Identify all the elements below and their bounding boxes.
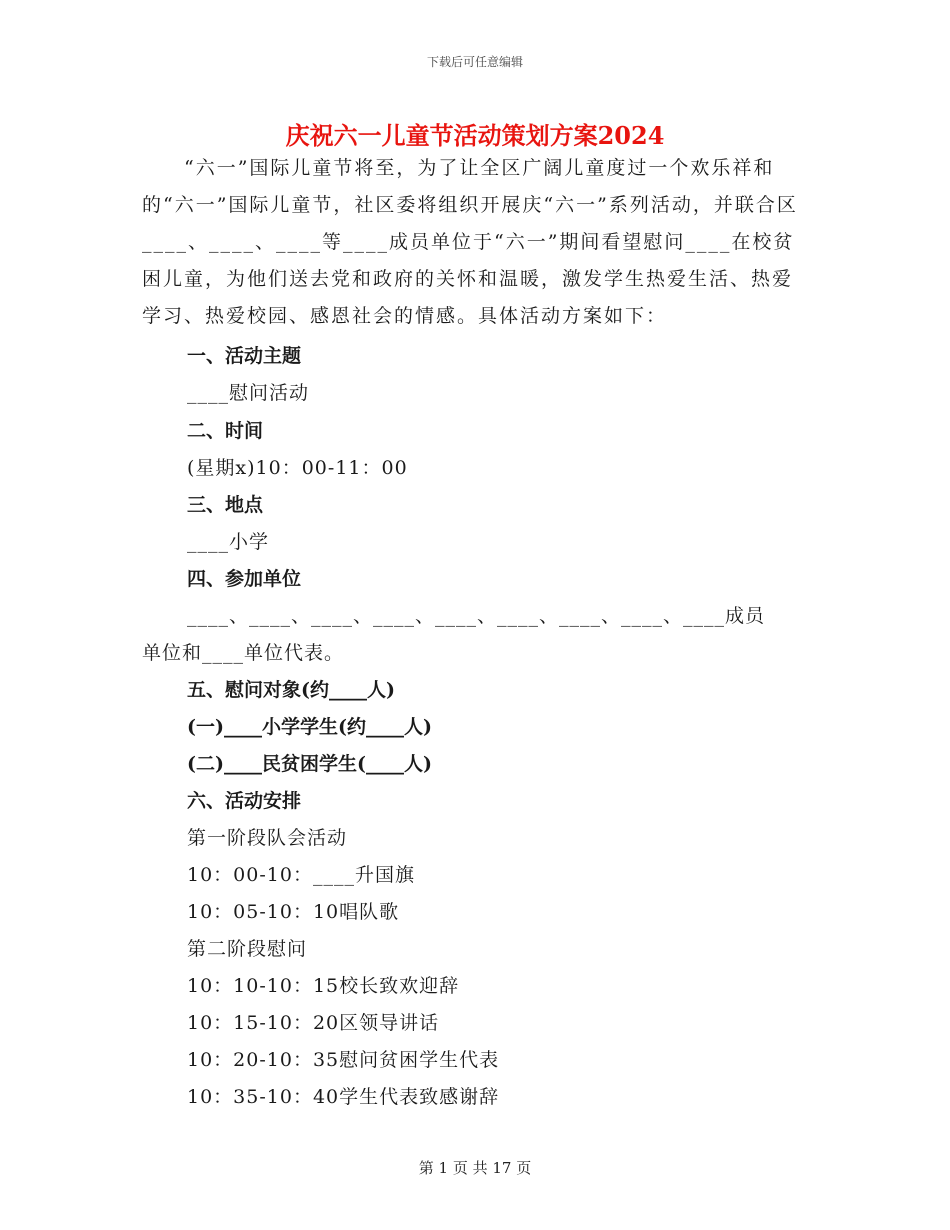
section-6-item-2: 10：05-10：10唱队歌: [187, 901, 400, 923]
section-2-heading: 二、时间: [187, 420, 264, 442]
section-6-stage-2: 第二阶段慰问: [187, 938, 308, 960]
section-6-item-3: 10：10-10：15校长致欢迎辞: [187, 975, 460, 997]
section-1-body: ____慰问活动: [187, 382, 310, 404]
section-5-item-2: (二)____民贫困学生(____人): [187, 753, 432, 775]
intro-text: “六一”国际儿童节将至，为了让全区广阔儿童度过一个欢乐祥和的“六一”国际儿童节，社区委将组织开展庆“六一”系列活动，并联合区____、____、____等____成员单位于“六一”期间看望慰问____在校贫困儿童，为他们送去党和政府的关怀和温暖，激发学生热爱生活、热爱学习、热爱校园、感恩社会的情感。具体活动方案如下：: [142, 157, 798, 327]
section-5-heading: 五、慰问对象(约____人): [187, 679, 395, 701]
intro-paragraph: [142, 150, 808, 335]
section-3-body: ____小学: [187, 531, 270, 553]
section-6-stage-1: 第一阶段队会活动: [187, 827, 348, 849]
section-5-item-1: (一)____小学学生(约____人): [187, 716, 432, 738]
section-1-heading: 一、活动主题: [187, 345, 302, 367]
page-indicator: 第 1 页 共 17 页: [418, 1159, 532, 1177]
section-6-item-4: 10：15-10：20区领导讲话: [187, 1012, 440, 1034]
section-4-body-line1: ____、____、____、____、____、____、____、____、____成员: [187, 605, 766, 627]
section-6-item-6: 10：35-10：40学生代表致感谢辞: [187, 1086, 500, 1108]
section-6-item-1: 10：00-10：____升国旗: [187, 864, 415, 886]
section-4-heading: 四、参加单位: [187, 568, 302, 590]
page-header-note: 下载后可任意编辑: [426, 55, 523, 69]
section-2-body: (星期x)10：00-11：00: [187, 457, 408, 479]
document-title: 庆祝六一儿童节活动策划方案2024: [285, 121, 665, 150]
section-6-heading: 六、活动安排: [187, 790, 302, 812]
section-4-body-line2: 单位和____单位代表。: [142, 642, 345, 664]
section-6-item-5: 10：20-10：35慰问贫困学生代表: [187, 1049, 500, 1071]
section-3-heading: 三、地点: [187, 494, 264, 516]
